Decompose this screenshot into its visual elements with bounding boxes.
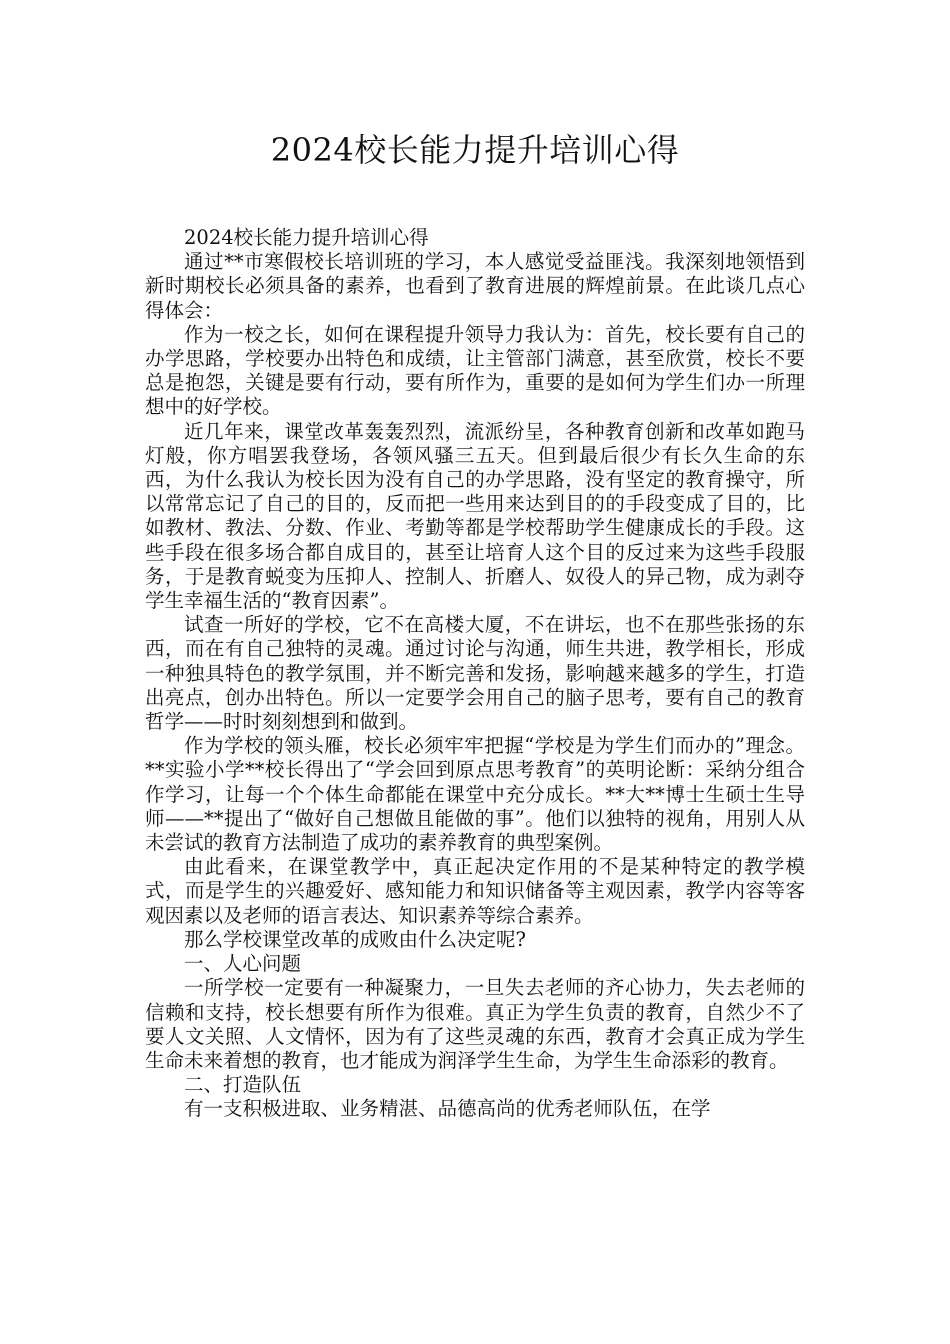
document-title: 2024校长能力提升培训心得 [270,131,680,169]
body-paragraph: 试查一所好的学校，它不在高楼大厦，不在讲坛，也不在那些张扬的东西，而在有自己独特的灵魂。通过讨论与沟通，师生共进，教学相长，形成一种独具特色的教学氛围，并不断完善和发扬，影响越来越多的学生，打造出亮点，创办出特色。所以一定要学会用自己的脑子思考，要有自己的教育哲学——时时刻刻想到和做到。 [145,613,805,734]
body-paragraph: 一所学校一定要有一种凝聚力，一旦失去老师的齐心协力，失去老师的信赖和支持，校长想要有所作为很难。真正为学生负责的教育，自然少不了要人文关照、人文情怀，因为有了这些灵魂的东西，教育才会真正成为学生生命未来着想的教育，也才能成为润泽学生生命，为学生生命添彩的教育。 [145,976,805,1072]
document-body [145,226,805,1122]
body-paragraph: 由此看来，在课堂教学中，真正起决定作用的不是某种特定的教学模式，而是学生的兴趣爱好、感知能力和知识储备等主观因素，教学内容等客观因素以及老师的语言表达、知识素养等综合素养。 [145,855,805,927]
body-paragraph: 近几年来，课堂改革轰轰烈烈，流派纷呈，各种教育创新和改革如跑马灯般，你方唱罢我登场，各领风骚三五天。但到最后很少有长久生命的东西，为什么我认为校长因为没有自己的办学思路，没有坚定的教育操守，所以常常忘记了自己的目的，反而把一些用来达到目的的手段变成了目的，比如教材、教法、分数、作业、考勤等都是学校帮助学生健康成长的手段。这些手段在很多场合都自成目的，甚至让培育人这个目的反过来为这些手段服务，于是教育蜕变为压抑人、控制人、折磨人、奴役人的异己物，成为剥夺学生幸福生活的“教育因素”。 [145,419,805,613]
intro-paragraph: 通过**市寒假校长培训班的学习，本人感觉受益匪浅。我深刻地领悟到新时期校长必须具备的素养，也看到了教育进展的辉煌前景。在此谈几点心得体会： [145,250,805,322]
question-paragraph: 那么学校课堂改革的成败由什么决定呢? [184,927,526,951]
section-heading: 二、打造队伍 [184,1073,302,1097]
body-paragraph: 作为一校之长，如何在课程提升领导力我认为：首先，校长要有自己的办学思路，学校要办出特色和成绩，让主管部门满意，甚至欣赏，校长不要总是抱怨，关键是要有行动，要有所作为，重要的是如何为学生们办一所理想中的好学校。 [145,322,805,419]
section-heading: 一、人心问题 [184,952,302,976]
subtitle-paragraph: 2024校长能力提升培训心得 [184,226,429,249]
body-paragraph: 作为学校的领头雁，校长必须牢牢把握“学校是为学生们而办的”理念。**实验小学**校长得出了“学会回到原点思考教育”的英明论断：采纳分组合作学习，让每一个个体生命都能在课堂中充分成长。**大**博士生硕士生导师——**提出了“做好自己想做且能做的事”。他们以独特的视角，用别人从未尝试的教育方法制造了成功的素养教育的典型案例。 [145,734,805,855]
body-paragraph: 有一支积极进取、业务精湛、品德高尚的优秀老师队伍，在学 [184,1097,711,1121]
